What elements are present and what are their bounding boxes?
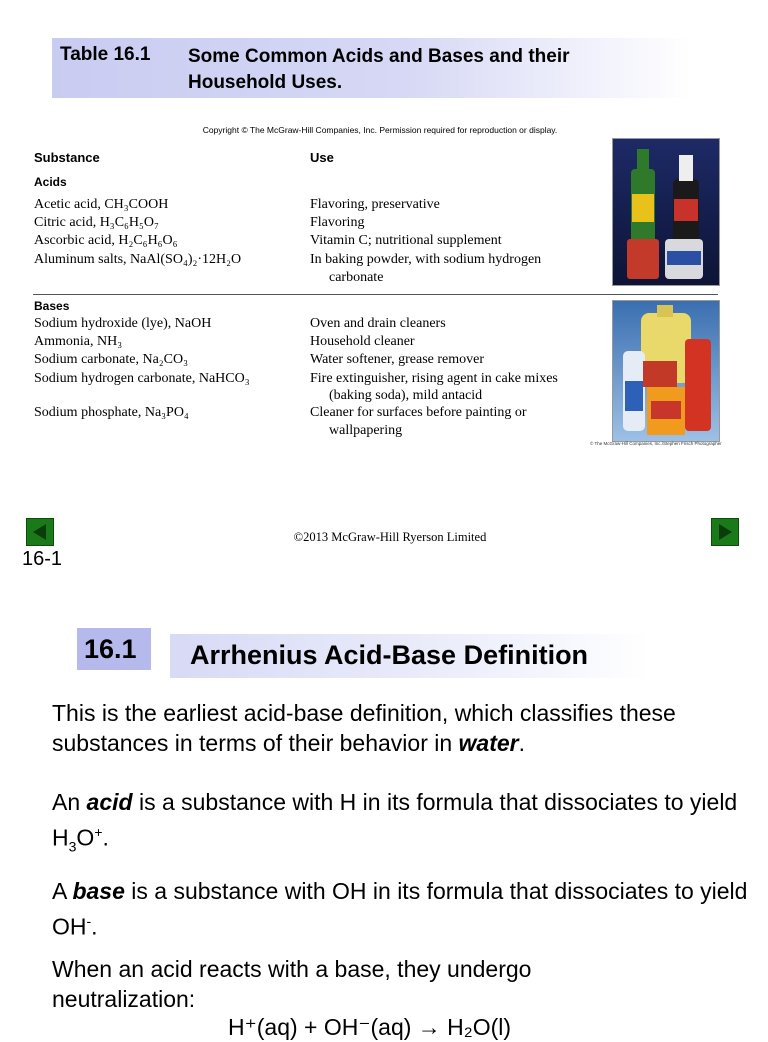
paragraph-base (52, 876, 752, 942)
next-slide-button[interactable] (711, 518, 739, 546)
emphasis-water: water (458, 730, 519, 756)
copyright-notice: Copyright © The McGraw-Hill Companies, Inc. Permission required for reproduction or display. (202, 125, 558, 135)
emphasis-acid: acid (86, 789, 133, 815)
substance-cell: Sodium phosphate, Na₃PO₄ (34, 405, 189, 420)
acids-photo (612, 138, 720, 286)
use-cell: Flavoring (310, 215, 365, 230)
text-run: This is the earliest acid-base definition, which classifies these substances in terms of their behavior in (52, 700, 676, 756)
header-substance: Substance (34, 150, 100, 165)
slide-number: 16-1 (22, 548, 63, 570)
substance-cell: Ascorbic acid, H₂C₆H₆O₆ (34, 233, 178, 248)
base-products-illustration (613, 301, 719, 441)
text-run: . (91, 913, 98, 940)
bases-photo (612, 300, 720, 442)
paragraph-intro (52, 698, 752, 758)
use-cell: Water softener, grease remover (310, 352, 484, 367)
superscript: - (86, 913, 92, 929)
text-run: is a substance with OH in its formula that dissociates to yield OH (52, 878, 748, 940)
table-title-line1: Some Common Acids and Bases and their (188, 46, 570, 67)
use-cell: Flavoring, preservative (310, 197, 440, 212)
text-run: . (518, 730, 526, 756)
equation-partial: H⁺(aq) + OH⁻(aq) → H₂O(l) (228, 1014, 512, 1040)
text-run: . (102, 824, 109, 851)
use-cell: Oven and drain cleaners (310, 316, 446, 331)
text-run: is a substance with H in its formula that dissociates to yield H (52, 789, 738, 851)
footer-copyright: ©2013 McGraw-Hill Ryerson Limited (293, 530, 487, 544)
substance-cell: Sodium hydrogen carbonate, NaHCO₃ (34, 371, 250, 386)
section-number: 16.1 (84, 634, 137, 664)
emphasis-base: base (72, 878, 125, 904)
photo-credit: © The McGraw-Hill Companies, Inc./Stephen Frisch Photographer (590, 441, 722, 446)
paragraph-neutralization: When an acid reacts with a base, they undergo neutralization: (52, 956, 532, 1012)
table-label: Table 16.1 (60, 44, 151, 65)
acid-bottles-illustration (613, 139, 719, 285)
prev-slide-button[interactable] (26, 518, 54, 546)
arrow-left-icon (27, 519, 53, 545)
acids-label: Acids (34, 175, 67, 189)
substance-cell: Acetic acid, CH₃COOH (34, 197, 169, 212)
text-run: An (52, 789, 87, 815)
substance-cell: Aluminum salts, NaAl(SO₄)₂·12H₂O (34, 252, 242, 267)
header-use: Use (310, 150, 334, 165)
arrow-right-icon (712, 519, 738, 545)
subscript: 3 (68, 838, 77, 855)
use-cell-cont: carbonate (329, 270, 384, 285)
substance-cell: Sodium hydroxide (lye), NaOH (34, 316, 212, 331)
use-cell: In baking powder, with sodium hydrogen (310, 252, 542, 267)
bases-label: Bases (34, 299, 70, 313)
section-title: Arrhenius Acid-Base Definition (190, 640, 589, 670)
use-cell: Cleaner for surfaces before painting or (310, 405, 527, 420)
table-title-line2: Household Uses. (188, 72, 343, 93)
substance-cell: Sodium carbonate, Na₂CO₃ (34, 352, 189, 367)
substance-cell: Ammonia, NH₃ (34, 334, 123, 349)
substance-cell: Citric acid, H₃C₆H₅O₇ (34, 215, 159, 230)
superscript: + (94, 824, 103, 840)
use-cell: Fire extinguisher, rising agent in cake mixes (310, 371, 558, 386)
table-row (34, 196, 168, 214)
use-cell: Vitamin C; nutritional supplement (310, 233, 502, 248)
table-divider (33, 294, 718, 295)
table-title (188, 44, 668, 96)
text-run: A (52, 878, 73, 904)
text-run: O (76, 824, 95, 851)
paragraph-acid (52, 787, 752, 861)
use-cell-cont: (baking soda), mild antacid (329, 388, 483, 403)
use-cell: Household cleaner (310, 334, 415, 349)
use-cell-cont: wallpapering (329, 423, 403, 438)
